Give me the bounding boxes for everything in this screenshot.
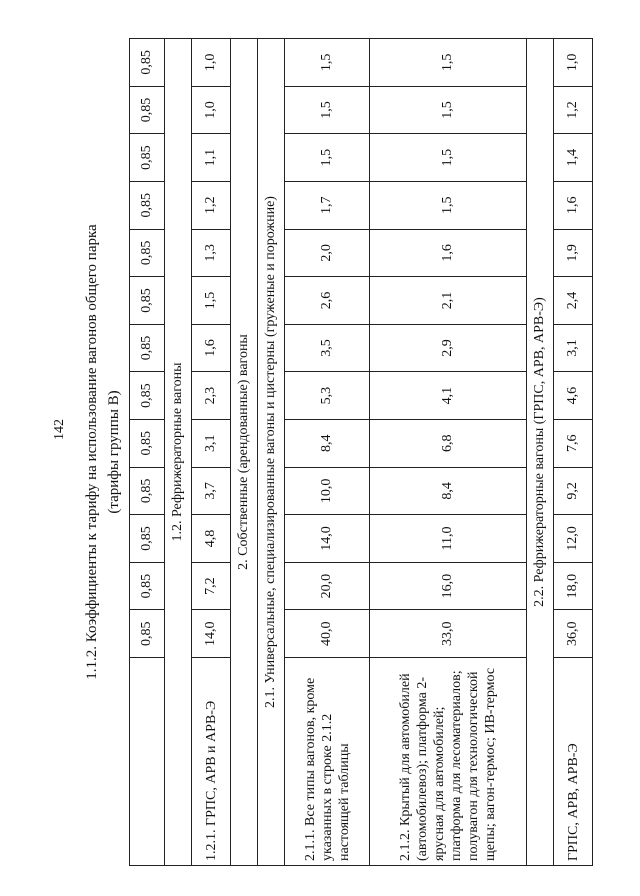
- table-cell: 1,5: [285, 39, 370, 87]
- page-number: 142: [52, 419, 67, 440]
- table-cell: 6,8: [370, 419, 527, 467]
- table-cell: 0,85: [130, 515, 165, 563]
- table-cell: 12,0: [554, 515, 593, 563]
- section-row: [231, 39, 258, 866]
- table-cell: 4,8: [192, 515, 231, 563]
- table-cell: 11,0: [370, 515, 527, 563]
- rotated-page: [77, 38, 581, 866]
- table-cell: 1,4: [554, 134, 593, 182]
- table-cell: 10,0: [285, 467, 370, 515]
- table-cell: 0,85: [130, 229, 165, 277]
- table-cell: 4,6: [554, 372, 593, 420]
- table-cell: 1,7: [285, 181, 370, 229]
- row-label: 2.1.2. Крытый для автомобилей (автомобилевоз); платформа 2-ярусная для автомобилей; платформа для лесоматериалов; полувагон для технологической щепы; вагон-термос; ИВ-термос: [370, 658, 527, 866]
- section-heading: 1.2. Рефрижераторные вагоны: [165, 39, 192, 866]
- section-heading: 2. Собственные (арендованные) вагоны: [231, 39, 258, 866]
- table-cell: 5,3: [285, 372, 370, 420]
- table-cell: 1,1: [192, 134, 231, 182]
- row-label: ГРПС, АРВ, АРВ-Э: [554, 658, 593, 866]
- table-cell: 1,6: [370, 229, 527, 277]
- table-cell: 8,4: [285, 419, 370, 467]
- table-cell: 1,9: [554, 229, 593, 277]
- section-row: [165, 39, 192, 866]
- table-cell: 0,85: [130, 324, 165, 372]
- table-row: [285, 39, 370, 866]
- table-cell: 7,2: [192, 562, 231, 610]
- table-cell: 1,2: [192, 181, 231, 229]
- table-cell: 36,0: [554, 610, 593, 658]
- table-cell: 0,85: [130, 419, 165, 467]
- table-cell: 1,0: [554, 39, 593, 87]
- table-cell: 1,6: [192, 324, 231, 372]
- table-cell: 0,85: [130, 134, 165, 182]
- section-row: [258, 39, 285, 866]
- caption-line-1: 1.1.2. Коэффициенты к тарифу на использование вагонов общего парка: [84, 224, 100, 680]
- table-row: [130, 39, 165, 866]
- table-cell: 1,3: [192, 229, 231, 277]
- section-row: [527, 39, 554, 866]
- row-label: 2.1.1. Все типы вагонов, кроме указанных в строке 2.1.2 настоящей таблицы: [285, 658, 370, 866]
- table-cell: 3,1: [192, 419, 231, 467]
- table-cell: 2,1: [370, 277, 527, 325]
- table-cell: 3,7: [192, 467, 231, 515]
- table-cell: 0,85: [130, 562, 165, 610]
- table-row: [554, 39, 593, 866]
- table-cell: 9,2: [554, 467, 593, 515]
- table-cell: 3,1: [554, 324, 593, 372]
- table-cell: 14,0: [285, 515, 370, 563]
- table-cell: 2,0: [285, 229, 370, 277]
- table-cell: 0,85: [130, 86, 165, 134]
- row-label: 1.2.1. ГРПС, АРВ и АРВ-Э: [192, 658, 231, 866]
- coefficients-table: [129, 38, 593, 866]
- table-cell: 0,85: [130, 39, 165, 87]
- table-cell: 1,5: [370, 181, 527, 229]
- table-cell: 1,5: [370, 39, 527, 87]
- table-cell: 8,4: [370, 467, 527, 515]
- table-cell: 18,0: [554, 562, 593, 610]
- table-cell: 2,6: [285, 277, 370, 325]
- table-cell: 33,0: [370, 610, 527, 658]
- table-row: [370, 39, 527, 866]
- table-cell: 2,3: [192, 372, 231, 420]
- table-cell: 2,4: [554, 277, 593, 325]
- table-cell: 1,5: [370, 134, 527, 182]
- table-cell: 1,5: [285, 134, 370, 182]
- table-cell: 40,0: [285, 610, 370, 658]
- table-cell: 0,85: [130, 372, 165, 420]
- section-heading: 2.1. Универсальные, специализированные вагоны и цистерны (груженые и порожние): [258, 39, 285, 866]
- caption-line-2: (тарифы группы В): [106, 390, 122, 514]
- section-heading: 2.2. Рефрижераторные вагоны (ГРПС, АРВ, АРВ-Э): [527, 39, 554, 866]
- table-row: [192, 39, 231, 866]
- table-cell: 0,85: [130, 467, 165, 515]
- table-cell: 1,5: [192, 277, 231, 325]
- table-cell: 14,0: [192, 610, 231, 658]
- table-cell: 1,0: [192, 86, 231, 134]
- table-cell: 4,1: [370, 372, 527, 420]
- table-cell: 7,6: [554, 419, 593, 467]
- table-cell: 16,0: [370, 562, 527, 610]
- table-cell: 0,85: [130, 277, 165, 325]
- table-cell: 0,85: [130, 610, 165, 658]
- table-cell: 3,5: [285, 324, 370, 372]
- table-cell: 2,9: [370, 324, 527, 372]
- table-cell: 1,6: [554, 181, 593, 229]
- table-cell: 0,85: [130, 181, 165, 229]
- table-cell: 1,5: [285, 86, 370, 134]
- table-cell: 1,5: [370, 86, 527, 134]
- table-cell: 1,0: [192, 39, 231, 87]
- table-cell: [130, 658, 165, 866]
- table-cell: 1,2: [554, 86, 593, 134]
- table-cell: 20,0: [285, 562, 370, 610]
- table-caption: [77, 38, 129, 866]
